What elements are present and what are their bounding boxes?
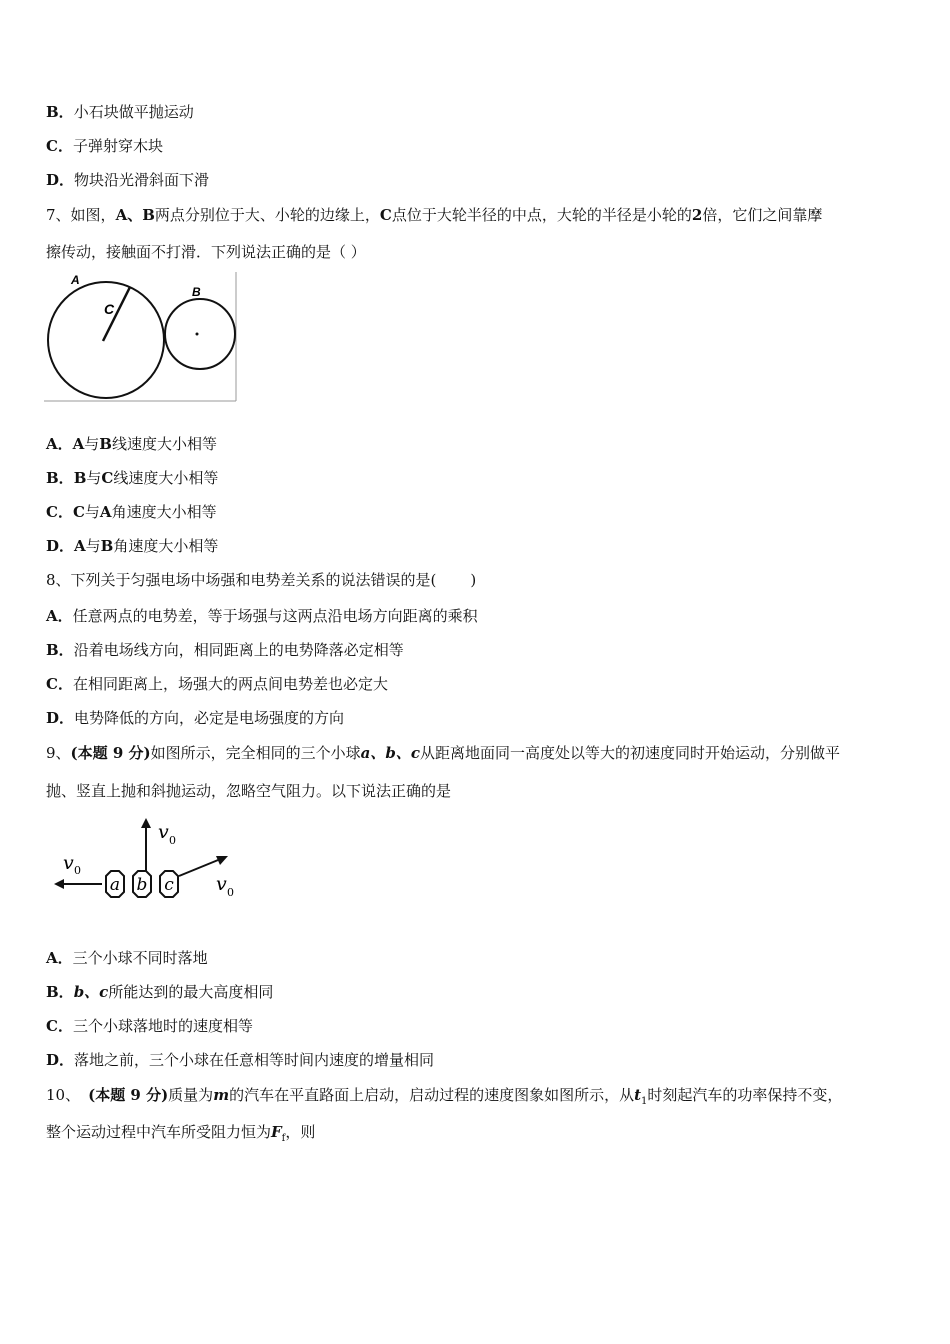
q9-balls-figure	[46, 814, 246, 906]
stem-text: 的汽车在平直路面上启动，启动过程的速度图象如图所示，从	[229, 1086, 635, 1104]
ball-b-label: b	[136, 875, 148, 895]
time-symbol: t	[634, 1086, 642, 1104]
ball-names: a、b、c	[360, 744, 420, 762]
q6-option-d	[46, 170, 209, 190]
stem-text: 时刻起汽车的功率保持不变，	[647, 1086, 843, 1104]
option-text: B	[73, 469, 87, 487]
q9-option-d	[46, 1050, 434, 1070]
v0-up-label: v	[158, 821, 169, 843]
option-text: 在相同距离上，场强大的两点间电势差也必定大	[72, 675, 388, 693]
large-wheel	[48, 282, 164, 398]
option-letter: C．	[46, 137, 73, 155]
q7-stem-line1	[46, 205, 822, 225]
q8-option-c	[46, 674, 388, 694]
v0-diag-subscript: 0	[227, 886, 234, 899]
option-text: B	[100, 537, 114, 555]
up-arrow-head	[141, 818, 151, 828]
label-b: B	[192, 285, 201, 299]
stem-text: ，则	[285, 1123, 316, 1141]
q6-option-c	[46, 136, 163, 156]
stem-text: A、B	[115, 206, 155, 224]
option-text: A	[99, 503, 112, 521]
ball-a-label: a	[109, 875, 121, 895]
q9-option-b	[46, 982, 273, 1002]
q8-option-d	[46, 708, 344, 728]
option-letter: B．	[46, 469, 74, 487]
ball-c-label: c	[164, 875, 174, 895]
q8-option-a	[46, 606, 478, 626]
option-text: 物块沿光滑斜面下滑	[74, 171, 210, 189]
mass-symbol: m	[213, 1086, 230, 1104]
q8-stem	[46, 570, 476, 590]
q8-option-b	[46, 640, 404, 660]
option-text: 与	[86, 469, 102, 487]
q6-option-b	[46, 102, 194, 122]
left-arrow-head	[54, 879, 64, 889]
stem-text: 如图，	[70, 206, 116, 224]
option-letter: D．	[46, 171, 75, 189]
v0-left-label: v	[63, 852, 74, 874]
stem-text: 倍，它们之间靠摩	[702, 206, 823, 224]
q7-option-b	[46, 468, 218, 488]
option-letter: A．	[46, 949, 73, 967]
option-text: 角速度大小相等	[113, 537, 219, 555]
option-text: 角速度大小相等	[111, 503, 217, 521]
option-letter: C．	[46, 503, 73, 521]
question-number: 10、	[46, 1086, 81, 1104]
q9-stem-line1	[46, 743, 840, 763]
option-letter: D．	[46, 1051, 75, 1069]
option-text: 与	[85, 537, 101, 555]
option-text: 小石块做平抛运动	[73, 103, 194, 121]
stem-text: 质量为	[168, 1086, 214, 1104]
question-number: 8、	[46, 571, 71, 589]
label-a: A	[71, 273, 80, 287]
stem-text: 下列关于匀强电场中场强和电势差关系的说法错误的是(	[70, 571, 437, 589]
stem-text: 点位于大轮半径的中点，大轮的半径是小轮的	[391, 206, 692, 224]
option-letter: B．	[46, 641, 74, 659]
small-wheel	[165, 299, 235, 369]
stem-text: 从距离地面同一高度处以等大的初速度同时开始运动，分别做平	[419, 744, 840, 762]
q10-stem-line1	[46, 1085, 842, 1112]
force-subscript: f	[281, 1133, 286, 1144]
q7-option-c	[46, 502, 217, 522]
option-text: 电势降低的方向，必定是电场强度的方向	[74, 709, 345, 727]
v0-diag-label: v	[216, 873, 227, 895]
option-text: 所能达到的最大高度相同	[108, 983, 274, 1001]
score-tag: (本题 9 分)	[88, 1086, 169, 1104]
option-text: A	[74, 537, 86, 555]
v0-left-subscript: 0	[74, 864, 81, 877]
option-text: 线速度大小相等	[113, 469, 219, 487]
stem-text: 两点分别位于大、小轮的边缘上，	[154, 206, 380, 224]
stem-text: C	[379, 206, 392, 224]
option-text: B	[99, 435, 112, 453]
option-text: 三个小球落地时的速度相等	[72, 1017, 253, 1035]
stem-text: )	[470, 571, 477, 589]
q7-wheels-figure	[44, 272, 240, 404]
option-letter: B．	[46, 983, 74, 1001]
option-letter: C．	[46, 675, 73, 693]
option-text: C	[101, 469, 114, 487]
option-text: 任意两点的电势差，等于场强与这两点沿电场方向距离的乘积	[72, 607, 478, 625]
stem-text: 整个运动过程中汽车所受阻力恒为	[46, 1123, 272, 1141]
option-text: A	[72, 435, 85, 453]
option-text: 与	[84, 435, 100, 453]
question-number: 7、	[46, 206, 71, 224]
stem-text: 如图所示，完全相同的三个小球	[150, 744, 361, 762]
q7-option-d	[46, 536, 218, 556]
q7-stem-line2: 擦传动，接触面不打滑．下列说法正确的是（ ）	[46, 243, 366, 261]
option-letter: A．	[46, 435, 73, 453]
option-text: C	[72, 503, 85, 521]
stem-text: 2	[691, 206, 703, 224]
q9-option-a	[46, 948, 208, 968]
q10-stem-line2	[46, 1122, 315, 1149]
force-symbol: F	[271, 1123, 282, 1141]
option-text: 与	[84, 503, 100, 521]
option-text: 子弹射穿木块	[72, 137, 163, 155]
v0-up-subscript: 0	[169, 834, 176, 847]
q7-option-a	[46, 434, 217, 454]
option-letter: D．	[46, 709, 75, 727]
score-tag: (本题 9 分)	[70, 744, 151, 762]
q9-stem-line2: 抛、竖直上抛和斜抛运动，忽略空气阻力。以下说法正确的是	[46, 782, 452, 800]
option-letter: C．	[46, 1017, 73, 1035]
question-number: 9、	[46, 744, 71, 762]
option-letter: D．	[46, 537, 75, 555]
small-wheel-center	[196, 333, 199, 336]
label-c: C	[104, 301, 115, 317]
option-text: 落地之前，三个小球在任意相等时间内速度的增量相同	[74, 1051, 435, 1069]
option-text: 三个小球不同时落地	[72, 949, 208, 967]
time-subscript: 1	[641, 1096, 648, 1107]
option-letter: A．	[46, 607, 73, 625]
option-text: 线速度大小相等	[111, 435, 217, 453]
option-letter: B．	[46, 103, 74, 121]
option-text: b、c	[73, 983, 109, 1001]
option-text: 沿着电场线方向，相同距离上的电势降落必定相等	[73, 641, 404, 659]
q9-option-c	[46, 1016, 253, 1036]
